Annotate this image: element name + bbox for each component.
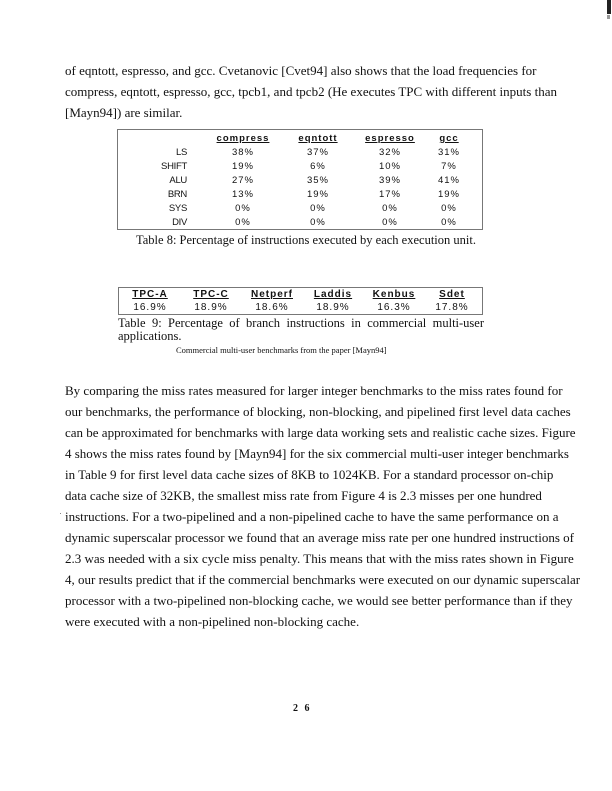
table-header-row [119, 289, 482, 301]
text-line: By comparing the miss rates measured for larger integer benchmarks to the miss rates found for [65, 383, 563, 398]
text-line: 4, our results predict that if the commercial benchmarks were executed on our dynamic superscalar [65, 572, 581, 587]
cell: 19% [306, 189, 329, 200]
cell: 32% [378, 147, 401, 158]
cell: 10% [378, 161, 401, 172]
text-line: can be approximated for benchmarks with large data working sets and realistic cache sizes. Figure [65, 425, 576, 440]
row-label: ALU [169, 175, 187, 186]
intro-paragraph [65, 60, 585, 123]
table-9-source-note: Commercial multi-user benchmarks from the paper [Mayn94] [176, 345, 387, 355]
cell: 31% [437, 147, 460, 158]
column-header: Kenbus [372, 289, 416, 300]
cell: 0% [235, 203, 251, 214]
table-9-caption [118, 317, 484, 343]
table-8-caption: Table 8: Percentage of instructions executed by each execution unit. [136, 233, 476, 247]
column-header: TPC-C [193, 289, 229, 300]
caption-line: Table 9: Percentage of branch instructions in commercial multi-user [118, 316, 484, 330]
text-line: data cache size of 32KB, the smallest miss rate from Figure 4 is 2.3 misses per one hundred [65, 488, 542, 503]
cell: 38% [231, 147, 254, 158]
text-line: 4 shows the miss rates found by [Mayn94] for the six commercial multi-user integer benchmarks [65, 446, 569, 461]
cell: 18.6% [255, 302, 289, 313]
row-label: BRN [167, 189, 187, 200]
cell: 19% [437, 189, 460, 200]
cell: 6% [310, 161, 326, 172]
text-line: dynamic superscalar processor we found that an average miss rate per one hundred instructions of [65, 530, 574, 545]
cell: 18.9% [194, 302, 228, 313]
text-line: of eqntott, espresso, and gcc. Cvetanovic [Cvet94] also shows that the load frequencies for [65, 63, 537, 78]
table-row [118, 161, 482, 175]
cell: 39% [378, 175, 401, 186]
table-header-row [118, 133, 482, 147]
row-label: DIV [172, 217, 187, 228]
cell: 19% [231, 161, 254, 172]
text-line: [Mayn94]) are similar. [65, 105, 183, 120]
column-header: gcc [439, 133, 459, 144]
text-line: processor with a two-pipelined non-blocking cache, we would see better performance than if they [65, 593, 573, 608]
table-8 [117, 129, 483, 230]
text-line: were executed with a non-pipelined non-blocking cache. [65, 614, 360, 629]
cell: 0% [441, 203, 457, 214]
row-label: SHIFT [161, 161, 187, 172]
cell: 0% [382, 203, 398, 214]
table-row [118, 175, 482, 189]
cell: 35% [306, 175, 329, 186]
row-label: SYS [168, 203, 187, 214]
row-label: LS [175, 147, 187, 158]
cell: 27% [231, 175, 254, 186]
scan-artifact [60, 513, 61, 514]
cell: 0% [382, 217, 398, 228]
cell: 41% [437, 175, 460, 186]
cell: 0% [310, 203, 326, 214]
text-line: in Table 9 for first level data cache sizes of 8KB to 1024KB. For a standard processor on-chip [65, 467, 554, 482]
cell: 0% [235, 217, 251, 228]
column-header: Netperf [250, 289, 293, 300]
text-line: instructions. For a two-pipelined and a non-pipelined cache to have the same performance on a [65, 509, 559, 524]
cell: 17.8% [435, 302, 469, 313]
column-header: Laddis [313, 289, 353, 300]
cell: 0% [441, 217, 457, 228]
column-header: espresso [365, 133, 415, 144]
cell: 7% [441, 161, 457, 172]
cell: 13% [231, 189, 254, 200]
cell: 0% [310, 217, 326, 228]
page-number: 2 6 [293, 703, 312, 714]
table-row [118, 147, 482, 161]
cell: 16.3% [377, 302, 411, 313]
scan-artifact [607, 15, 610, 19]
table-row [118, 203, 482, 217]
table-row [118, 189, 482, 203]
text-line: our benchmarks, the performance of blocking, non-blocking, and pipelined first level data caches [65, 404, 571, 419]
cell: 17% [378, 189, 401, 200]
column-header: TPC-A [132, 289, 168, 300]
column-header: eqntott [298, 133, 338, 144]
table-row [119, 302, 482, 314]
cell: 18.9% [316, 302, 350, 313]
caption-line: applications. [118, 329, 182, 343]
scan-artifact [607, 0, 611, 14]
text-line: compress, eqntott, espresso, gcc, tpcb1, and tpcb2 (He executes TPC with different inputs than [65, 84, 557, 99]
table-9 [118, 287, 483, 315]
body-paragraph [65, 380, 585, 632]
text-line: 2.3 was needed with a six cycle miss penalty. This means that with the miss rates shown in Figure [65, 551, 574, 566]
table-row [118, 217, 482, 231]
column-header: compress [216, 133, 270, 144]
column-header: Sdet [439, 289, 465, 300]
cell: 37% [306, 147, 329, 158]
cell: 16.9% [133, 302, 167, 313]
